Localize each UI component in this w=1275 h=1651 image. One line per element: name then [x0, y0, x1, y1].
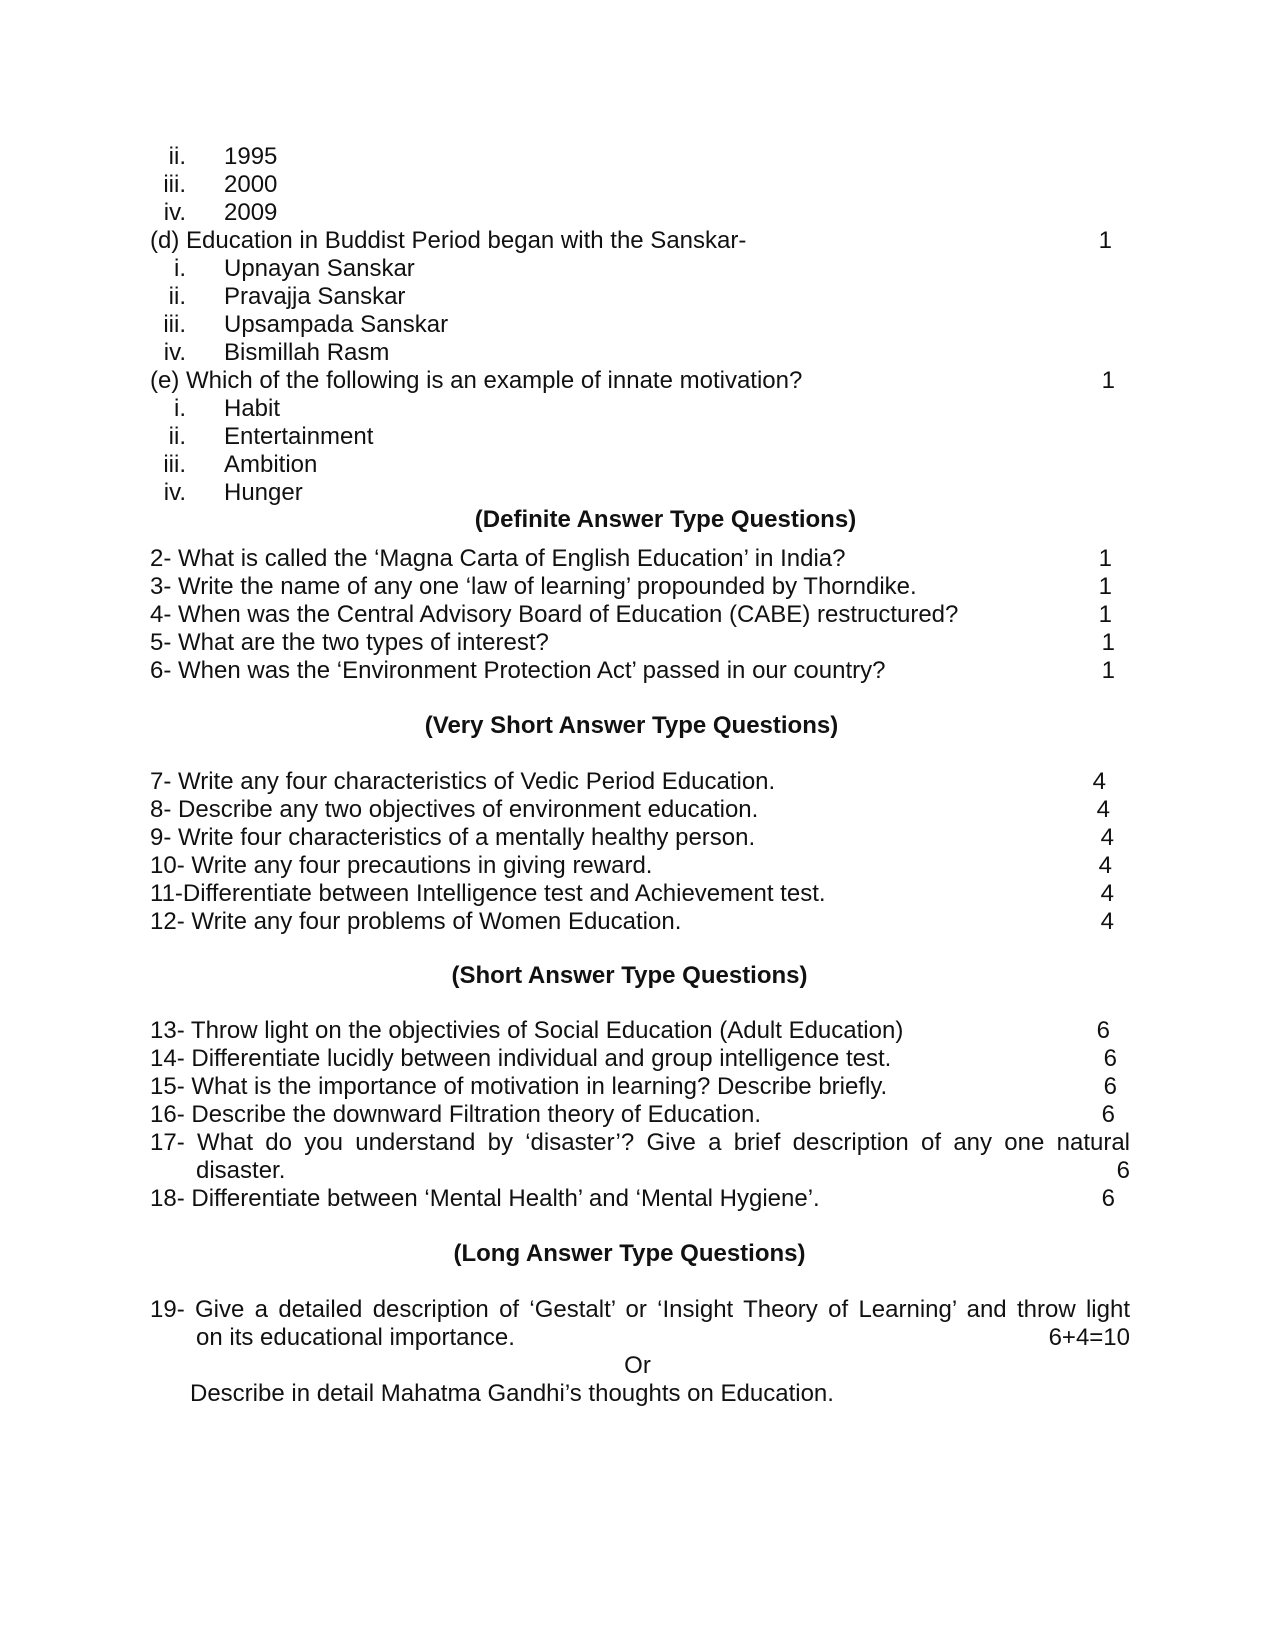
option-text: Entertainment — [224, 423, 374, 450]
question-text: 17- What do you understand by ‘disaster’? Give a brief description of any one natural — [150, 1129, 1130, 1156]
question-marks: 6 — [1101, 1185, 1115, 1212]
question-marks: 1 — [1101, 629, 1115, 656]
question-marks: 6 — [1096, 1017, 1110, 1044]
question-text: 16- Describe the downward Filtration theory of Education. — [150, 1101, 761, 1128]
option-text: Hunger — [224, 479, 303, 506]
question-9 — [150, 824, 1130, 852]
question-marks: 6 — [1116, 1157, 1130, 1184]
question-marks: 6+4=10 — [1048, 1324, 1130, 1351]
option-number: iv. — [163, 199, 186, 226]
question-16 — [150, 1101, 1130, 1129]
question-text: 7- Write any four characteristics of Vedic Period Education. — [150, 768, 776, 795]
section-heading-short: (Short Answer Type Questions) — [451, 962, 808, 989]
option-number: iii. — [163, 171, 186, 198]
or-separator: Or — [624, 1352, 651, 1379]
option-text: Upnayan Sanskar — [224, 255, 415, 282]
option-text: Bismillah Rasm — [224, 339, 390, 366]
question-12 — [150, 908, 1130, 936]
question-text: 6- When was the ‘Environment Protection Act’ passed in our country? — [150, 657, 886, 684]
question-marks: 6 — [1101, 1101, 1115, 1128]
question-marks: 4 — [1100, 880, 1114, 907]
question-marks: 1 — [1098, 545, 1112, 572]
question-text: (e) Which of the following is an example of innate motivation? — [150, 367, 803, 394]
question-2 — [150, 545, 1130, 573]
option-text: Pravajja Sanskar — [224, 283, 406, 310]
question-marks: 6 — [1103, 1045, 1117, 1072]
option-number: iv. — [163, 479, 186, 506]
question-text: 2- What is called the ‘Magna Carta of English Education’ in India? — [150, 545, 846, 572]
question-marks: 1 — [1101, 367, 1115, 394]
question-5 — [150, 629, 1130, 657]
option-number: iii. — [163, 311, 186, 338]
option-text: Habit — [224, 395, 281, 422]
question-marks: 6 — [1103, 1073, 1117, 1100]
option-number: i. — [174, 395, 186, 422]
question-text: 14- Differentiate lucidly between individual and group intelligence test. — [150, 1045, 892, 1072]
question-13 — [150, 1017, 1130, 1045]
question-marks: 1 — [1098, 573, 1112, 600]
section-heading-definite: (Definite Answer Type Questions) — [474, 506, 857, 533]
option-number: ii. — [168, 423, 186, 450]
question-e — [150, 367, 1130, 395]
question-text: 18- Differentiate between ‘Mental Health’ and ‘Mental Hygiene’. — [150, 1185, 820, 1212]
option-text: Ambition — [224, 451, 318, 478]
question-4 — [150, 601, 1130, 629]
question-marks: 4 — [1098, 852, 1112, 879]
option-number: iii. — [163, 451, 186, 478]
option-number: ii. — [168, 283, 186, 310]
alternative-question: Describe in detail Mahatma Gandhi’s thoughts on Education. — [190, 1380, 834, 1407]
option-text: 2009 — [224, 199, 278, 226]
question-7 — [150, 768, 1130, 796]
section-heading-very-short: (Very Short Answer Type Questions) — [424, 712, 839, 739]
question-11 — [150, 880, 1130, 908]
question-d — [150, 227, 1130, 255]
question-14 — [150, 1045, 1130, 1073]
option-number: i. — [174, 255, 186, 282]
question-text: 13- Throw light on the objectivies of Social Education (Adult Education) — [150, 1017, 904, 1044]
question-marks: 4 — [1096, 796, 1110, 823]
question-text: 12- Write any four problems of Women Education. — [150, 908, 682, 935]
question-3 — [150, 573, 1130, 601]
question-marks: 1 — [1098, 601, 1112, 628]
question-text: 3- Write the name of any one ‘law of learning’ propounded by Thorndike. — [150, 573, 917, 600]
question-text-continued: on its educational importance. — [196, 1324, 515, 1351]
question-marks: 1 — [1101, 657, 1115, 684]
question-text: 8- Describe any two objectives of environment education. — [150, 796, 759, 823]
question-10 — [150, 852, 1130, 880]
question-text-continued: disaster. — [196, 1157, 286, 1184]
question-marks: 4 — [1100, 908, 1114, 935]
option-text: Upsampada Sanskar — [224, 311, 449, 338]
option-text: 2000 — [224, 171, 278, 198]
question-18 — [150, 1185, 1130, 1213]
question-text: 4- When was the Central Advisory Board of Education (CABE) restructured? — [150, 601, 959, 628]
question-text: 19- Give a detailed description of ‘Gestalt’ or ‘Insight Theory of Learning’ and throw light — [150, 1296, 1130, 1323]
question-text: 5- What are the two types of interest? — [150, 629, 549, 656]
section-heading-long: (Long Answer Type Questions) — [453, 1240, 806, 1267]
question-marks: 1 — [1098, 227, 1112, 254]
question-marks: 4 — [1100, 824, 1114, 851]
question-text: (d) Education in Buddist Period began with the Sanskar- — [150, 227, 747, 254]
question-text: 15- What is the importance of motivation in learning? Describe briefly. — [150, 1073, 888, 1100]
question-marks: 4 — [1092, 768, 1106, 795]
option-number: ii. — [168, 143, 186, 170]
question-text: 11-Differentiate between Intelligence test and Achievement test. — [150, 880, 826, 907]
question-text: 9- Write four characteristics of a mentally healthy person. — [150, 824, 756, 851]
question-8 — [150, 796, 1130, 824]
question-15 — [150, 1073, 1130, 1101]
option-text: 1995 — [224, 143, 278, 170]
question-6 — [150, 657, 1130, 685]
question-text: 10- Write any four precautions in giving reward. — [150, 852, 653, 879]
option-number: iv. — [163, 339, 186, 366]
